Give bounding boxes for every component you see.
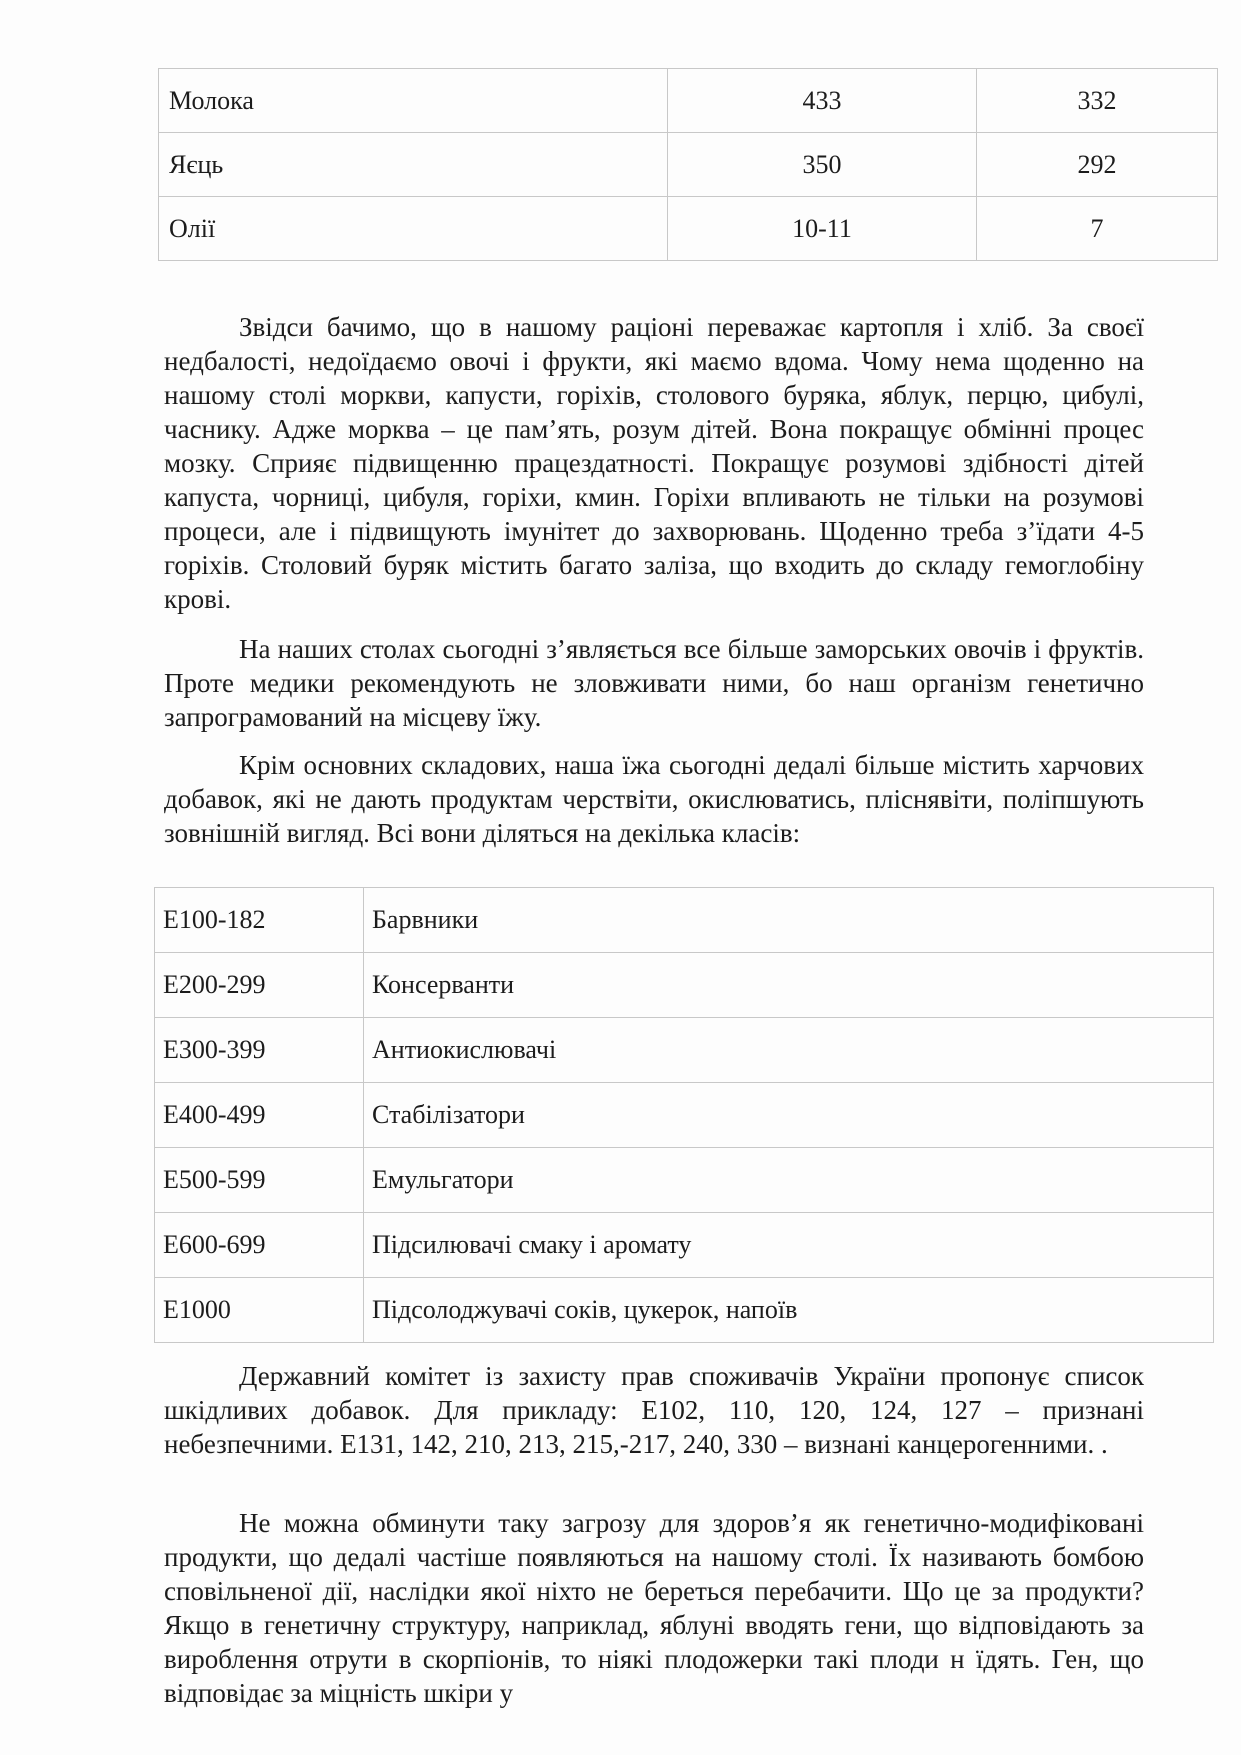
table-cell-value: 7: [977, 197, 1218, 261]
additives-table: [154, 887, 1214, 1343]
additive-class: Барвники: [364, 888, 1214, 953]
table-row: [155, 1278, 1214, 1343]
additive-class: Стабілізатори: [364, 1083, 1214, 1148]
paragraph-harmful-additives: Державний комітет із захисту прав споживачів України пропонує список шкідливих добавок. Для прикладу: Е102, 110, 120, 124, 127 – признані небезпечними. Е131, 142, 210, 213, 215,-217, 240, 330 – визнані канцерогенними. .: [164, 1361, 1144, 1459]
additive-code: Е600-699: [155, 1213, 364, 1278]
additive-class: Антиокислювачі: [364, 1018, 1214, 1083]
paragraph-foreign-produce: На наших столах сьогодні з’являється все більше заморських овочів і фруктів. Проте медики рекомендують не зловживати ними, бо наш організм генетично запрограмований на місцеву їжу.: [164, 634, 1144, 732]
additive-code: Е500-599: [155, 1148, 364, 1213]
paragraph-diet-analysis: Звідси бачимо, що в нашому раціоні переважає картопля і хліб. За своєї недбалості, недоїдаємо овочі і фрукти, які маємо вдома. Чому нема щоденно на нашому столі моркви, капусти, горіхів, столового буряка, яблук, перцю, цибулі, часнику. Адже морква – це пам’ять, розум дітей. Вона покращує обмінні процес мозку. Сприяє підвищенню працездатності. Покращує розумові здібності дітей капуста, чорниці, цибуля, горіхи, кмин. Горіхи впливають не тільки на розумові процеси, але і підвищують імунітет до захворювань. Щоденно треба з’їдати 4-5 горіхів. Столовий буряк містить багато заліза, що входить до складу гемоглобіну крові.: [164, 312, 1144, 614]
table-row: [159, 133, 1218, 197]
additive-code: Е400-499: [155, 1083, 364, 1148]
paragraph-gmo-products: Не можна обминути таку загрозу для здоров’я як генетично-модифіковані продукти, що дедалі частіше появляються на нашому столі. Їх називають бомбою сповільненої дії, наслідки якої ніхто не береться перебачити. Що це за продукти? Якщо в генетичну структуру, наприклад, яблуні вводять гени, що відповідають за вироблення отрути в скорпіонів, то ніякі плодожерки такі плоди н їдять. Ген, що відповідає за міцність шкіри у: [164, 1508, 1144, 1708]
additive-class: Підсилювачі смаку і аромату: [364, 1213, 1214, 1278]
table-row: [155, 953, 1214, 1018]
additive-code: Е200-299: [155, 953, 364, 1018]
table-cell-value: 10-11: [668, 197, 977, 261]
additive-class: Емульгатори: [364, 1148, 1214, 1213]
paragraph-food-additives: Крім основних складових, наша їжа сьогодні дедалі більше містить харчових добавок, які не дають продуктам черствіти, окислюватись, пліснявіти, поліпшують зовнішній вигляд. Всі вони діляться на декілька класів:: [164, 750, 1144, 848]
table-cell-value: 350: [668, 133, 977, 197]
additive-class: Підсолоджувачі соків, цукерок, напоїв: [364, 1278, 1214, 1343]
table-cell-product: Олії: [159, 197, 668, 261]
additive-class: Консерванти: [364, 953, 1214, 1018]
additive-code: Е1000: [155, 1278, 364, 1343]
table-cell-value: 332: [977, 69, 1218, 133]
table-cell-value: 433: [668, 69, 977, 133]
table-row: [155, 1083, 1214, 1148]
additive-code: Е300-399: [155, 1018, 364, 1083]
table-row: [155, 1213, 1214, 1278]
consumption-table: [158, 68, 1218, 261]
additive-code: Е100-182: [155, 888, 364, 953]
table-cell-product: Молока: [159, 69, 668, 133]
table-cell-value: 292: [977, 133, 1218, 197]
table-row: [155, 1148, 1214, 1213]
table-row: [155, 1018, 1214, 1083]
table-row: [159, 69, 1218, 133]
table-row: [159, 197, 1218, 261]
table-row: [155, 888, 1214, 953]
table-cell-product: Яєць: [159, 133, 668, 197]
